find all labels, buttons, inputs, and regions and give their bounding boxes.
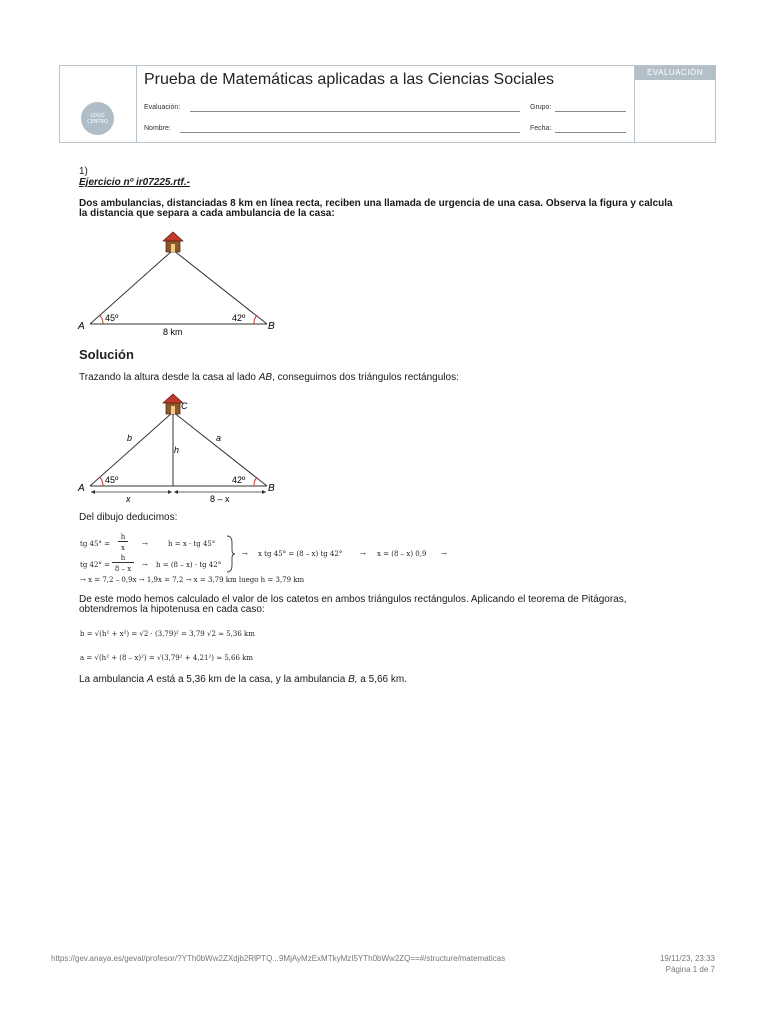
fecha-field[interactable] <box>555 132 626 133</box>
system-brace <box>226 535 236 573</box>
exam-header <box>59 65 716 143</box>
footer-url[interactable]: https://gev.anaya.es/geval/profesor/?YTh0bWw2ZXdjb2RlPTQ...9MjAyMzExMTkyMzI5YTh0bWw2ZQ==#/structure/matematicas <box>51 954 506 963</box>
eq2-num: h <box>112 554 134 563</box>
sys-eq-1: x tg 45° = (8 – x) tg 42° <box>258 550 343 558</box>
vertex-c-label: C <box>181 401 188 411</box>
sys-arrow-3: → <box>441 550 447 558</box>
sys-arrow-1: → <box>242 550 248 558</box>
logo-column <box>60 66 137 142</box>
intro-prefix: Trazando la altura desde la casa al lado <box>79 372 259 383</box>
house-icon <box>163 232 183 252</box>
angle-arc-a <box>100 477 104 486</box>
evaluation-column <box>634 66 715 142</box>
conclusion-a: A <box>146 674 154 685</box>
house-icon <box>163 394 183 414</box>
footer-page: Página 1 de 7 <box>665 965 715 974</box>
nombre-field[interactable] <box>180 132 520 133</box>
logo-text-1: LOGO <box>90 112 105 119</box>
exercise-title: Ejercicio nº ir07225.rtf.- <box>79 177 190 188</box>
eq1-right: h = x · tg 45° <box>168 540 216 548</box>
evaluacion-label: Evaluación: <box>144 104 181 111</box>
pythagoras-text-2: obtendremos la hipotenusa en cada caso: <box>79 604 265 615</box>
distance-label: 8 km <box>163 327 183 337</box>
angle-b-label: 42º <box>232 475 246 485</box>
nombre-label: Nombre: <box>144 125 171 132</box>
solve-line: → x = 7,2 – 0,9x → 1,9x = 7,2 → x = 3,79 km luego h = 3,79 km <box>80 576 305 584</box>
solution-heading: Solución <box>79 347 134 362</box>
grupo-label: Grupo: <box>530 104 552 111</box>
intro-suffix: , conseguimos dos triángulos rectángulos: <box>272 372 459 383</box>
eq2-right: h = (8 – x) · tg 42° <box>156 561 222 569</box>
angle-a-label: 45º <box>105 475 119 485</box>
b-equation: b = √(h² + x²) = √2 · (3,79)² = 3,79 √2 ≈ 5,36 km <box>80 630 255 638</box>
eq2-den: 8 – x <box>114 565 132 573</box>
eq1-den: x <box>121 544 125 552</box>
vertex-a-label: A <box>78 321 85 332</box>
sys-eq-2: x = (8 – x) 0,9 <box>377 550 427 558</box>
sys-arrow-2: → <box>360 550 366 558</box>
eq2-arrow: → <box>142 561 148 569</box>
eq1-left: tg 45° = <box>80 540 111 548</box>
exercise-statement-1: Dos ambulancias, distanciadas 8 km en línea recta, reciben una llamada de urgencia de una casa. Observa la figura y calcula <box>79 198 673 209</box>
side-a-label: a <box>216 433 222 443</box>
deduce-text: Del dibujo deducimos: <box>79 512 178 523</box>
side-line-right <box>173 250 267 324</box>
eq2-left: tg 42° = <box>80 561 111 569</box>
side-b-label: b <box>127 433 133 443</box>
angle-b-label: 42º <box>232 313 246 323</box>
evaluacion-field[interactable] <box>190 111 520 112</box>
height-label: h <box>174 445 180 455</box>
conclusion <box>79 674 407 685</box>
conclusion-part-1: La ambulancia <box>79 674 147 685</box>
dim-arrow <box>174 490 178 494</box>
logo-text-2: CENTRO <box>87 118 108 125</box>
intro-ab: AB <box>258 372 273 383</box>
grupo-field[interactable] <box>555 111 626 112</box>
school-logo <box>81 102 114 135</box>
exercise-statement-2: la distancia que separa a cada ambulancia de la casa: <box>79 208 335 219</box>
seg-x-label: x <box>126 494 131 504</box>
a-equation: a = √(h² + (8 – x)²) = √(3,79² + 4,21²) ≈ 5,66 km <box>80 654 254 662</box>
fecha-label: Fecha: <box>530 125 552 132</box>
vertex-b-label: B <box>268 483 275 494</box>
triangle-figure-2 <box>70 392 290 508</box>
eq1-num: h <box>118 533 128 542</box>
pythagoras-text-1: De este modo hemos calculado el valor de los catetos en ambos triángulos rectángulos. Aplicando el teorema de Pitágoras, <box>79 594 627 605</box>
dim-arrow <box>91 490 95 494</box>
conclusion-part-3: a 5,66 km. <box>357 674 407 685</box>
solution-intro <box>79 372 459 383</box>
footer-datetime: 19/11/23, 23:33 <box>659 954 715 963</box>
side-b-line <box>90 412 173 486</box>
side-line-left <box>90 250 173 324</box>
conclusion-b: B, <box>348 674 358 685</box>
exam-title: Prueba de Matemáticas aplicadas a las Ciencias Sociales <box>144 71 554 88</box>
eq1-arrow: → <box>142 540 148 548</box>
conclusion-part-2: está a 5,36 km de la casa, y la ambulancia <box>153 674 349 685</box>
angle-a-label: 45º <box>105 313 119 323</box>
dim-arrow <box>168 490 172 494</box>
triangle-figure-1 <box>70 228 290 340</box>
seg-rest-label: 8 – x <box>210 494 230 504</box>
exercise-number: 1) <box>79 166 88 177</box>
evaluation-tag: EVALUACIÓN <box>635 66 715 80</box>
angle-arc-b <box>254 315 257 324</box>
angle-arc-a <box>100 315 104 324</box>
dim-arrow <box>262 490 266 494</box>
side-a-line <box>173 412 267 486</box>
vertex-a-label: A <box>78 483 85 494</box>
angle-arc-b <box>254 477 257 486</box>
vertex-b-label: B <box>268 321 275 332</box>
